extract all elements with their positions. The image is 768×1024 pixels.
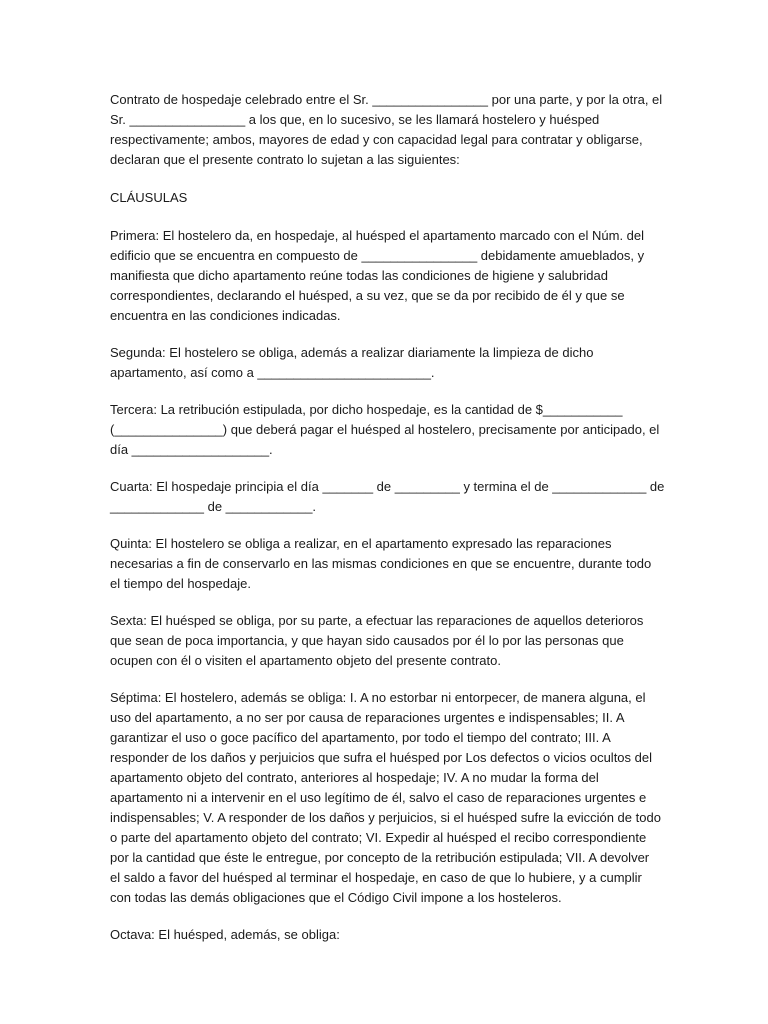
text-line: Quinta: El hostelero se obliga a realizar, en el apartamento expresado las reparaciones [110, 536, 612, 551]
text-line: respectivamente; ambos, mayores de edad y con capacidad legal para contratar y obligarse, [110, 132, 643, 147]
clause-sexta [110, 611, 670, 671]
text-line: garantizar el uso o goce pacífico del apartamento, por todo el tiempo del contrato; III. A [110, 730, 611, 745]
text-line: necesarias a fin de conservarlo en las mismas condiciones en que se encuentre, durante todo [110, 556, 652, 571]
text-line: Contrato de hospedaje celebrado entre el Sr. ________________ por una parte, y por la otra, el [110, 92, 663, 107]
text-line: declaran que el presente contrato lo sujetan a las siguientes: [110, 152, 460, 167]
text-line: con todas las demás obligaciones que el Código Civil impone a los hosteleros. [110, 890, 562, 905]
text-line: correspondientes, declarando el huésped, a su vez, que se da por recibido de él y que se [110, 288, 625, 303]
clause-primera [110, 226, 670, 326]
text-line: uso del apartamento, a no ser por causa de reparaciones urgentes e indispensables; II. A [110, 710, 625, 725]
text-line: el saldo a favor del huésped al terminar el hospedaje, en caso de que lo hubiere, y a cumplir [110, 870, 642, 885]
text-line: edificio que se encuentra en compuesto de ________________ debidamente amueblados, y [110, 248, 645, 263]
heading-text: CLÁUSULAS [110, 190, 188, 205]
text-line: (_______________) que deberá pagar el huésped al hostelero, precisamente por anticipado, el [110, 422, 660, 437]
text-line: Sr. ________________ a los que, en lo sucesivo, se les llamará hostelero y huésped [110, 112, 600, 127]
text-line: apartamento, así como a ________________________. [110, 365, 435, 380]
text-line: Segunda: El hostelero se obliga, además a realizar diariamente la limpieza de dicho [110, 345, 594, 360]
text-line: Séptima: El hostelero, además se obliga: I. A no estorbar ni entorpecer, de manera alguna, el [110, 690, 646, 705]
clause-segunda [110, 343, 670, 383]
text-line: apartamento ni a intervenir en el uso legítimo de él, salvo el caso de reparaciones urgentes e [110, 790, 647, 805]
intro-paragraph [110, 90, 670, 170]
clauses-heading [110, 188, 670, 208]
clause-septima [110, 688, 670, 908]
text-line: día ___________________. [110, 442, 273, 457]
text-line: indispensables; V. A responder de los daños y perjuicios, si el huésped sufre la evicción de todo [110, 810, 661, 825]
text-line: ocupen con él o visiten el apartamento objeto del presente contrato. [110, 653, 501, 668]
text-line: Tercera: La retribución estipulada, por dicho hospedaje, es la cantidad de $___________ [110, 402, 623, 417]
text-line: responder de los daños y perjuicios que sufra el huésped por Los defectos o vicios ocultos del [110, 750, 652, 765]
text-line: por la cantidad que éste le entregue, por concepto de la retribución estipulada; VII. A devolver [110, 850, 650, 865]
clause-quinta [110, 534, 670, 594]
text-line: o parte del apartamento objeto del contrato; VI. Expedir al huésped el recibo correspondiente [110, 830, 647, 845]
text-line: _____________ de ____________. [110, 499, 317, 514]
text-line: manifiesta que dicho apartamento reúne todas las condiciones de higiene y salubridad [110, 268, 608, 283]
text-line: apartamento objeto del contrato, anteriores al hospedaje; IV. A no mudar la forma del [110, 770, 599, 785]
text-line: el tiempo del hospedaje. [110, 576, 251, 591]
text-line: Cuarta: El hospedaje principia el día _______ de _________ y termina el de _____________ de [110, 479, 665, 494]
text-line: Octava: El huésped, además, se obliga: [110, 927, 340, 942]
clause-cuarta [110, 477, 670, 517]
contract-body [110, 90, 670, 945]
clause-octava [110, 925, 670, 945]
text-line: Sexta: El huésped se obliga, por su parte, a efectuar las reparaciones de aquellos deterioros [110, 613, 644, 628]
text-line: encuentra en las condiciones indicadas. [110, 308, 341, 323]
text-line: que sean de poca importancia, y que hayan sido causados por él lo por las personas que [110, 633, 624, 648]
text-line: Primera: El hostelero da, en hospedaje, al huésped el apartamento marcado con el Núm. del [110, 228, 645, 243]
clause-tercera [110, 400, 670, 460]
